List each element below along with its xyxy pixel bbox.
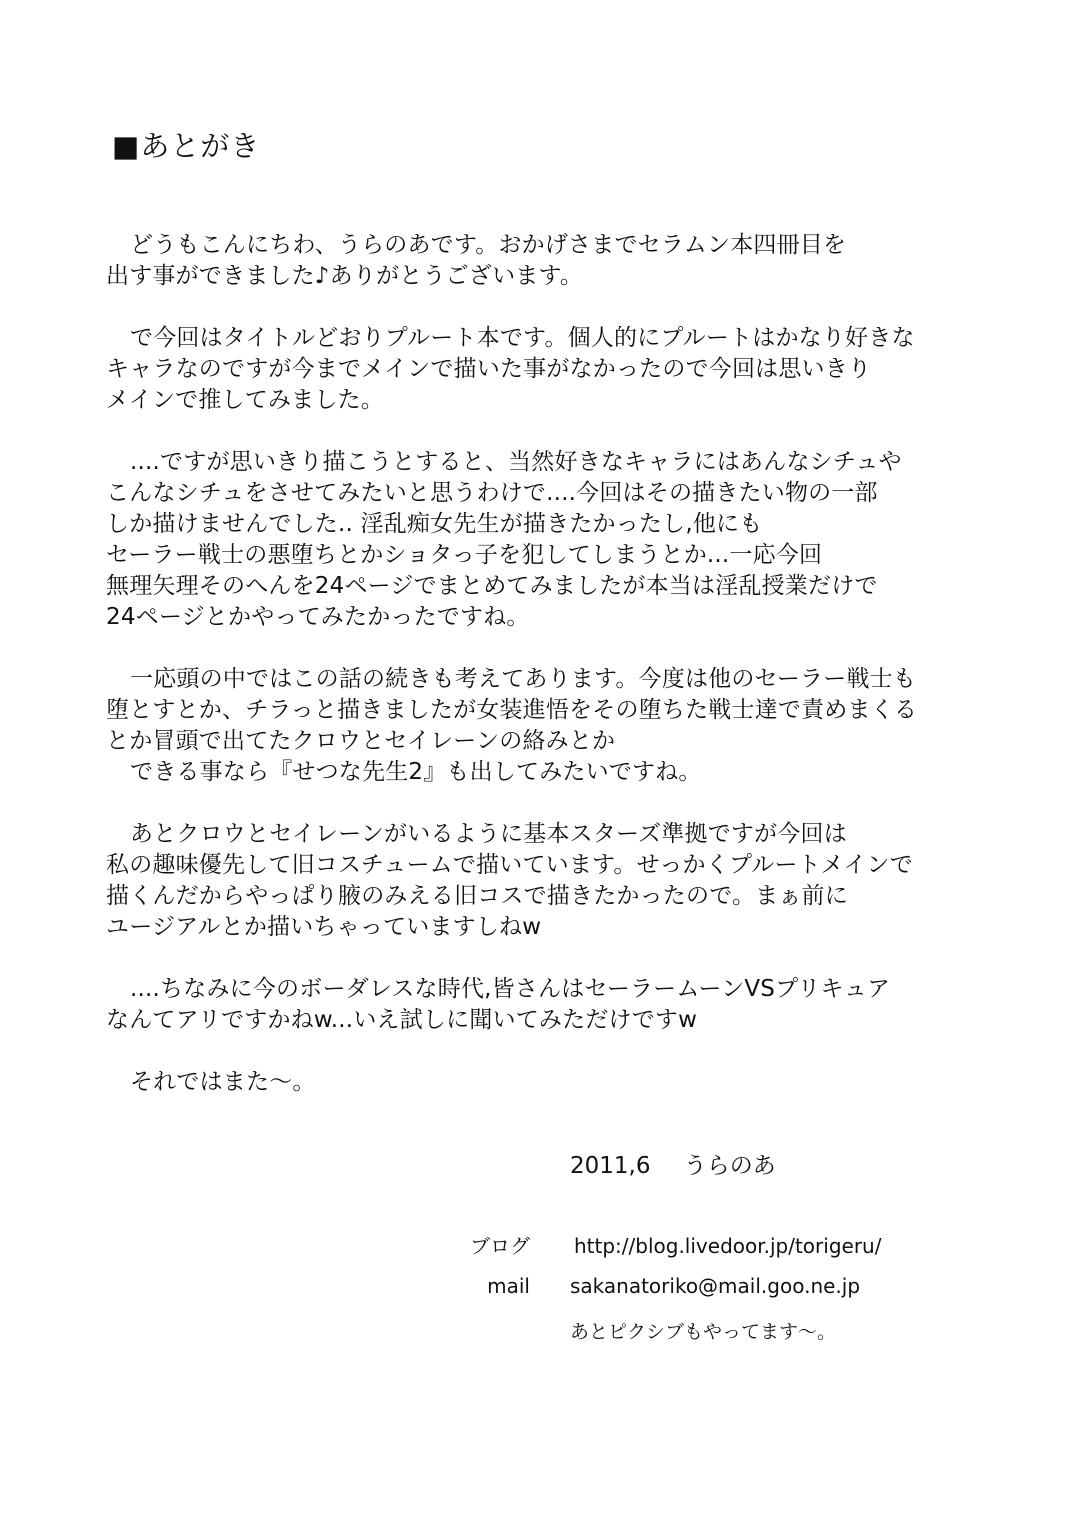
paragraph-future-plans: [106, 664, 1006, 788]
text-line: それではまた～。: [130, 1069, 316, 1095]
text-line: 一応頭の中ではこの話の続きも考えてあります。今度は他のセーラー戦士も: [130, 666, 917, 692]
pixiv-note: あとピクシブもやってます～。: [570, 1321, 837, 1343]
text-line: こんなシチュをさせてみたいと思うわけで....今回はその描きたい物の一部: [106, 480, 878, 506]
text-line: メインで推してみました。: [106, 387, 384, 413]
paragraph-greeting: [106, 230, 1006, 292]
paragraph-title-explanation: [106, 323, 1006, 416]
signature: [570, 1150, 776, 1182]
text-line: キャラなのですが今までメインで描いた事がなかったので今回は思いきり: [106, 356, 872, 382]
mail-address-link[interactable]: sakanatoriko@mail.goo.ne.jp: [570, 1274, 861, 1298]
text-line: 描くんだからやっぱり腋のみえる旧コスで描きたかったので。まぁ前に: [106, 883, 848, 909]
text-line: セーラー戦士の悪堕ちとかショタっ子を犯してしまうとか...一応今回: [106, 542, 823, 568]
text-line: 出す事ができました♪ありがとうございます。: [106, 263, 584, 289]
text-line: どうもこんにちわ、うらのあです。おかげさまでセラムン本四冊目を: [130, 232, 847, 258]
page-title: ■あとがき: [112, 129, 261, 163]
blog-label: ブログ: [470, 1234, 530, 1258]
text-line: なんてアリですかねw...いえ試しに聞いてみただけですw: [106, 1007, 698, 1033]
text-line: ....ですが思いきり描こうとすると、当然好きなキャラにはあんなシチュや: [130, 449, 902, 475]
text-line: あとクロウとセイレーンがいるように基本スターズ準拠ですが今回は: [130, 821, 847, 847]
signature-author: うらのあ: [683, 1153, 776, 1179]
mail-label: mail: [487, 1274, 530, 1298]
text-line: できる事なら『せつな先生2』も出してみたいですね。: [130, 759, 702, 785]
text-line: で今回はタイトルどおりプルート本です。個人的にプルートはかなり好きな: [130, 325, 915, 351]
text-line: 24ページとかやってみたかったですね。: [106, 604, 530, 630]
blog-url-link[interactable]: http://blog.livedoor.jp/torigeru/: [574, 1234, 882, 1258]
signature-date: 2011,6: [570, 1153, 651, 1179]
text-line: しか描けませんでした.. 淫乱痴女先生が描きたかったし,他にも: [106, 511, 763, 537]
text-line: ユージアルとか描いちゃっていますしねw: [106, 914, 542, 940]
text-line: 堕とすとか、チラっと描きましたが女装進悟をその堕ちた戦士達で責めまくる: [106, 697, 918, 723]
paragraph-closing: [106, 1067, 1006, 1098]
paragraph-costume-notes: [106, 819, 1006, 943]
paragraph-content-notes: [106, 447, 1006, 633]
text-line: とか冒頭で出てたクロウとセイレーンの絡みとか: [106, 728, 616, 754]
text-line: 私の趣味優先して旧コスチュームで描いています。せっかくプルートメインで: [106, 852, 913, 878]
text-line: ....ちなみに今のボーダレスな時代,皆さんはセーラームーンVSプリキュア: [130, 976, 891, 1002]
text-line: 無理矢理そのへんを24ページでまとめてみましたが本当は淫乱授業だけで: [106, 573, 878, 599]
paragraph-crossover-question: [106, 974, 1006, 1036]
afterword-body: [106, 230, 1006, 1129]
